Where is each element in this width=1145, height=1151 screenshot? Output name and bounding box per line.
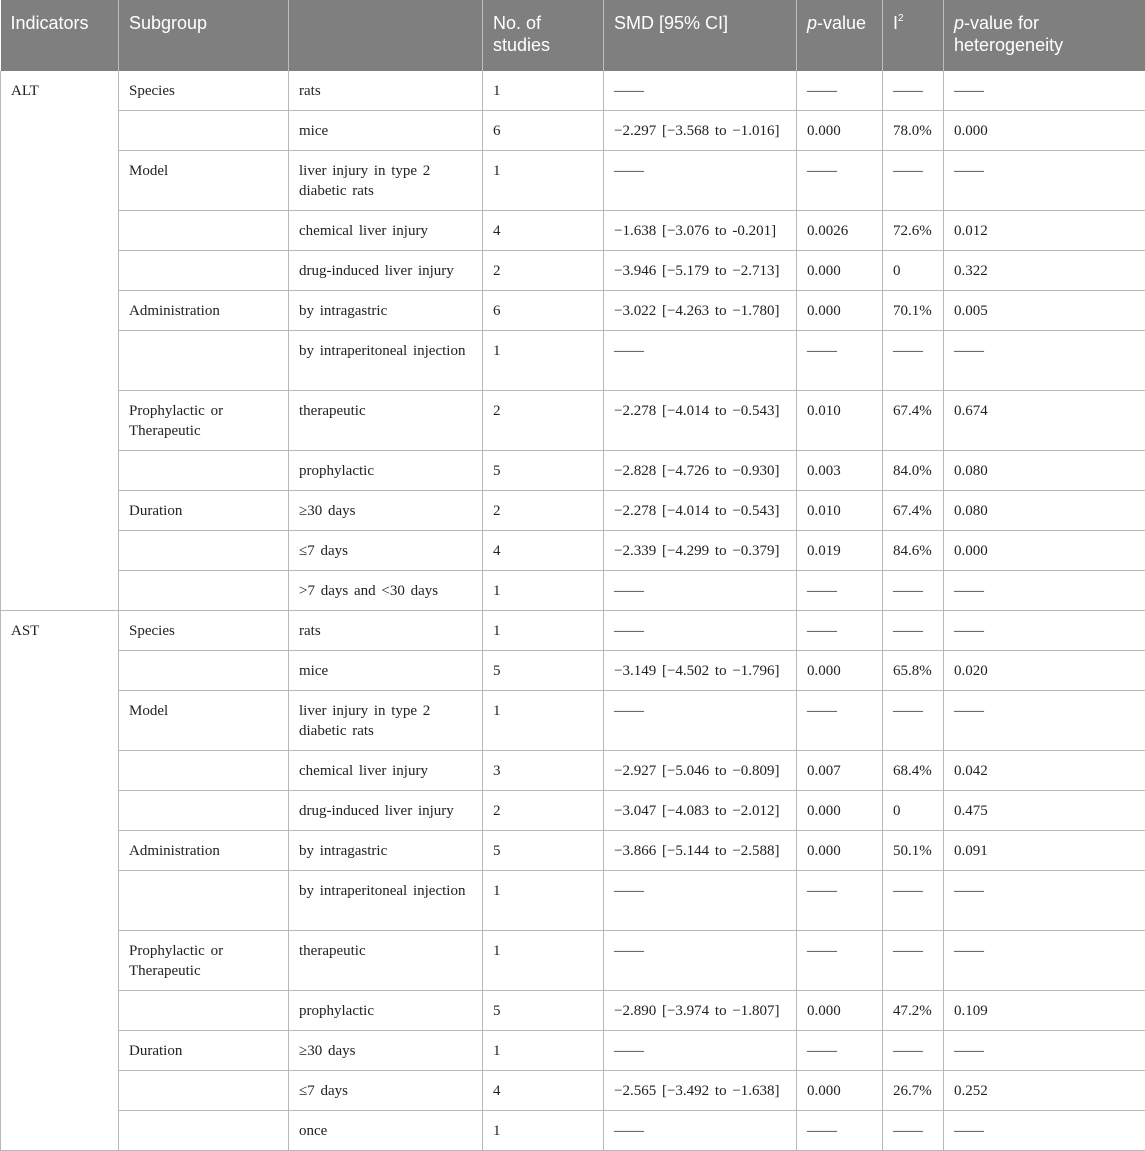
smd-cell: −2.828 [−4.726 to −0.930] [604, 451, 797, 491]
i2-cell: —— [883, 1111, 944, 1151]
p-value-cell: —— [797, 691, 883, 751]
studies-cell: 1 [483, 1031, 604, 1071]
subgroup-cell: Species [119, 71, 289, 111]
i2-cell: —— [883, 1031, 944, 1071]
p-heterogeneity-cell: 0.042 [944, 751, 1145, 791]
p-value-cell: 0.0026 [797, 211, 883, 251]
level-cell: prophylactic [289, 991, 483, 1031]
subgroup-cell: Prophylactic or Therapeutic [119, 391, 289, 451]
i2-cell: 47.2% [883, 991, 944, 1031]
table-row [1, 751, 1145, 791]
p-heterogeneity-cell: 0.020 [944, 651, 1145, 691]
header-i2-base: I [893, 13, 898, 33]
p-value-cell: 0.000 [797, 651, 883, 691]
p-heterogeneity-cell: —— [944, 71, 1145, 111]
header-i2-sup: 2 [898, 13, 904, 24]
studies-cell: 2 [483, 791, 604, 831]
smd-cell: —— [604, 151, 797, 211]
p-value-cell: 0.010 [797, 391, 883, 451]
smd-cell: —— [604, 1111, 797, 1151]
p-heterogeneity-cell: 0.322 [944, 251, 1145, 291]
level-cell: rats [289, 611, 483, 651]
level-cell: drug-induced liver injury [289, 791, 483, 831]
smd-cell: −3.149 [−4.502 to −1.796] [604, 651, 797, 691]
i2-cell: 78.0% [883, 111, 944, 151]
smd-cell: −2.927 [−5.046 to −0.809] [604, 751, 797, 791]
studies-cell: 4 [483, 531, 604, 571]
level-cell: chemical liver injury [289, 211, 483, 251]
i2-cell: 84.6% [883, 531, 944, 571]
studies-cell: 5 [483, 651, 604, 691]
p-value-cell: 0.000 [797, 991, 883, 1031]
level-cell: rats [289, 71, 483, 111]
p-value-cell: 0.000 [797, 111, 883, 151]
p-value-cell: —— [797, 931, 883, 991]
subgroup-cell [119, 791, 289, 831]
indicator-cell: AST [1, 611, 119, 1151]
header-p-value-italic: p [807, 13, 817, 33]
p-heterogeneity-cell: —— [944, 611, 1145, 651]
header-p-heterogeneity-rest: -value for heterogeneity [954, 13, 1063, 55]
subgroup-cell: Prophylactic or Therapeutic [119, 931, 289, 991]
table-row [1, 491, 1145, 531]
subgroup-cell: Duration [119, 1031, 289, 1071]
p-heterogeneity-cell: 0.252 [944, 1071, 1145, 1111]
i2-cell: 67.4% [883, 491, 944, 531]
table-row [1, 291, 1145, 331]
smd-cell: —— [604, 571, 797, 611]
p-heterogeneity-cell: —— [944, 691, 1145, 751]
studies-cell: 2 [483, 391, 604, 451]
studies-cell: 3 [483, 751, 604, 791]
i2-cell: 65.8% [883, 651, 944, 691]
i2-cell: 68.4% [883, 751, 944, 791]
table-row [1, 791, 1145, 831]
i2-cell: —— [883, 571, 944, 611]
i2-cell: —— [883, 611, 944, 651]
level-cell: mice [289, 651, 483, 691]
i2-cell: 72.6% [883, 211, 944, 251]
level-cell: once [289, 1111, 483, 1151]
studies-cell: 1 [483, 71, 604, 111]
p-value-cell: —— [797, 331, 883, 391]
i2-cell: —— [883, 71, 944, 111]
p-heterogeneity-cell: 0.475 [944, 791, 1145, 831]
p-value-cell: —— [797, 871, 883, 931]
smd-cell: −3.946 [−5.179 to −2.713] [604, 251, 797, 291]
level-cell: mice [289, 111, 483, 151]
table-body [1, 71, 1145, 1151]
level-cell: ≤7 days [289, 1071, 483, 1111]
i2-cell: —— [883, 331, 944, 391]
studies-cell: 1 [483, 691, 604, 751]
p-value-cell: —— [797, 71, 883, 111]
smd-cell: —— [604, 691, 797, 751]
studies-cell: 4 [483, 1071, 604, 1111]
subgroup-cell: Model [119, 151, 289, 211]
p-value-cell: 0.000 [797, 831, 883, 871]
p-heterogeneity-cell: 0.000 [944, 111, 1145, 151]
p-heterogeneity-cell: 0.005 [944, 291, 1145, 331]
p-heterogeneity-cell: —— [944, 871, 1145, 931]
table-row [1, 71, 1145, 111]
smd-cell: −1.638 [−3.076 to -0.201] [604, 211, 797, 251]
p-heterogeneity-cell: 0.000 [944, 531, 1145, 571]
table-row [1, 331, 1145, 391]
header-i2 [883, 0, 944, 71]
studies-cell: 1 [483, 331, 604, 391]
p-heterogeneity-cell: —— [944, 151, 1145, 211]
table-row [1, 871, 1145, 931]
subgroup-cell: Administration [119, 291, 289, 331]
subgroup-cell [119, 751, 289, 791]
studies-cell: 5 [483, 991, 604, 1031]
studies-cell: 1 [483, 871, 604, 931]
p-value-cell: 0.000 [797, 791, 883, 831]
subgroup-cell: Administration [119, 831, 289, 871]
i2-cell: 50.1% [883, 831, 944, 871]
subgroup-cell [119, 1071, 289, 1111]
level-cell: by intraperitoneal injection [289, 871, 483, 931]
table-row [1, 931, 1145, 991]
p-heterogeneity-cell: —— [944, 1111, 1145, 1151]
p-value-cell: —— [797, 571, 883, 611]
i2-cell: —— [883, 871, 944, 931]
level-cell: ≤7 days [289, 531, 483, 571]
studies-cell: 1 [483, 151, 604, 211]
subgroup-cell [119, 571, 289, 611]
p-heterogeneity-cell: 0.674 [944, 391, 1145, 451]
p-heterogeneity-cell: —— [944, 571, 1145, 611]
table-row [1, 691, 1145, 751]
table-row [1, 571, 1145, 611]
table-row [1, 211, 1145, 251]
p-heterogeneity-cell: 0.080 [944, 491, 1145, 531]
i2-cell: —— [883, 691, 944, 751]
p-heterogeneity-cell: 0.091 [944, 831, 1145, 871]
header-no-of-studies: No. of studies [483, 0, 604, 71]
header-subgroup: Subgroup [119, 0, 289, 71]
table-row [1, 251, 1145, 291]
p-value-cell: —— [797, 151, 883, 211]
table-row [1, 1111, 1145, 1151]
smd-cell: −2.565 [−3.492 to −1.638] [604, 1071, 797, 1111]
header-smd: SMD [95% CI] [604, 0, 797, 71]
header-p-heterogeneity [944, 0, 1145, 71]
table-row [1, 151, 1145, 211]
table-row [1, 1071, 1145, 1111]
indicator-cell: ALT [1, 71, 119, 611]
smd-cell: −3.047 [−4.083 to −2.012] [604, 791, 797, 831]
level-cell: ≥30 days [289, 491, 483, 531]
studies-cell: 6 [483, 111, 604, 151]
p-value-cell: 0.019 [797, 531, 883, 571]
smd-cell: —— [604, 611, 797, 651]
smd-cell: −2.339 [−4.299 to −0.379] [604, 531, 797, 571]
header-indicators: Indicators [1, 0, 119, 71]
smd-cell: −2.278 [−4.014 to −0.543] [604, 491, 797, 531]
i2-cell: 26.7% [883, 1071, 944, 1111]
smd-cell: −3.022 [−4.263 to −1.780] [604, 291, 797, 331]
subgroup-cell [119, 651, 289, 691]
studies-cell: 1 [483, 611, 604, 651]
smd-cell: —— [604, 931, 797, 991]
level-cell: liver injury in type 2 diabetic rats [289, 691, 483, 751]
level-cell: therapeutic [289, 931, 483, 991]
level-cell: by intragastric [289, 831, 483, 871]
level-cell: ≥30 days [289, 1031, 483, 1071]
level-cell: drug-induced liver injury [289, 251, 483, 291]
studies-cell: 2 [483, 491, 604, 531]
p-value-cell: —— [797, 611, 883, 651]
studies-cell: 1 [483, 571, 604, 611]
smd-cell: −2.297 [−3.568 to −1.016] [604, 111, 797, 151]
p-value-cell: 0.000 [797, 1071, 883, 1111]
smd-cell: —— [604, 871, 797, 931]
table-row [1, 1031, 1145, 1071]
table-row [1, 451, 1145, 491]
level-cell: liver injury in type 2 diabetic rats [289, 151, 483, 211]
subgroup-cell [119, 211, 289, 251]
subgroup-cell [119, 991, 289, 1031]
i2-cell: —— [883, 151, 944, 211]
subgroup-cell [119, 331, 289, 391]
smd-cell: −3.866 [−5.144 to −2.588] [604, 831, 797, 871]
subgroup-cell: Duration [119, 491, 289, 531]
p-value-cell: 0.000 [797, 291, 883, 331]
studies-cell: 1 [483, 931, 604, 991]
p-value-cell: 0.000 [797, 251, 883, 291]
p-value-cell: —— [797, 1111, 883, 1151]
smd-cell: —— [604, 71, 797, 111]
studies-cell: 4 [483, 211, 604, 251]
header-p-heterogeneity-italic: p [954, 13, 964, 33]
p-heterogeneity-cell: 0.080 [944, 451, 1145, 491]
subgroup-cell [119, 1111, 289, 1151]
subgroup-cell [119, 871, 289, 931]
i2-cell: —— [883, 931, 944, 991]
table-row [1, 611, 1145, 651]
table-row [1, 991, 1145, 1031]
p-value-cell: 0.010 [797, 491, 883, 531]
i2-cell: 0 [883, 791, 944, 831]
smd-cell: —— [604, 331, 797, 391]
p-heterogeneity-cell: —— [944, 931, 1145, 991]
header-p-value [797, 0, 883, 71]
i2-cell: 67.4% [883, 391, 944, 451]
level-cell: chemical liver injury [289, 751, 483, 791]
table-row [1, 831, 1145, 871]
i2-cell: 0 [883, 251, 944, 291]
header-p-value-rest: -value [817, 13, 866, 33]
table-row [1, 651, 1145, 691]
table-row [1, 391, 1145, 451]
studies-cell: 1 [483, 1111, 604, 1151]
header-blank [289, 0, 483, 71]
studies-cell: 6 [483, 291, 604, 331]
studies-cell: 5 [483, 451, 604, 491]
i2-cell: 70.1% [883, 291, 944, 331]
p-heterogeneity-cell: —— [944, 1031, 1145, 1071]
level-cell: >7 days and <30 days [289, 571, 483, 611]
p-heterogeneity-cell: 0.012 [944, 211, 1145, 251]
p-value-cell: 0.003 [797, 451, 883, 491]
level-cell: therapeutic [289, 391, 483, 451]
subgroup-cell [119, 251, 289, 291]
level-cell: by intragastric [289, 291, 483, 331]
p-heterogeneity-cell: 0.109 [944, 991, 1145, 1031]
p-value-cell: 0.007 [797, 751, 883, 791]
smd-cell: −2.278 [−4.014 to −0.543] [604, 391, 797, 451]
level-cell: by intraperitoneal injection [289, 331, 483, 391]
table-row [1, 531, 1145, 571]
i2-cell: 84.0% [883, 451, 944, 491]
subgroup-cell: Species [119, 611, 289, 651]
header-row [1, 0, 1145, 71]
subgroup-cell [119, 111, 289, 151]
p-value-cell: —— [797, 1031, 883, 1071]
level-cell: prophylactic [289, 451, 483, 491]
p-heterogeneity-cell: —— [944, 331, 1145, 391]
subgroup-cell [119, 451, 289, 491]
smd-cell: −2.890 [−3.974 to −1.807] [604, 991, 797, 1031]
studies-cell: 5 [483, 831, 604, 871]
subgroup-cell [119, 531, 289, 571]
studies-cell: 2 [483, 251, 604, 291]
subgroup-cell: Model [119, 691, 289, 751]
table-row [1, 111, 1145, 151]
smd-cell: —— [604, 1031, 797, 1071]
